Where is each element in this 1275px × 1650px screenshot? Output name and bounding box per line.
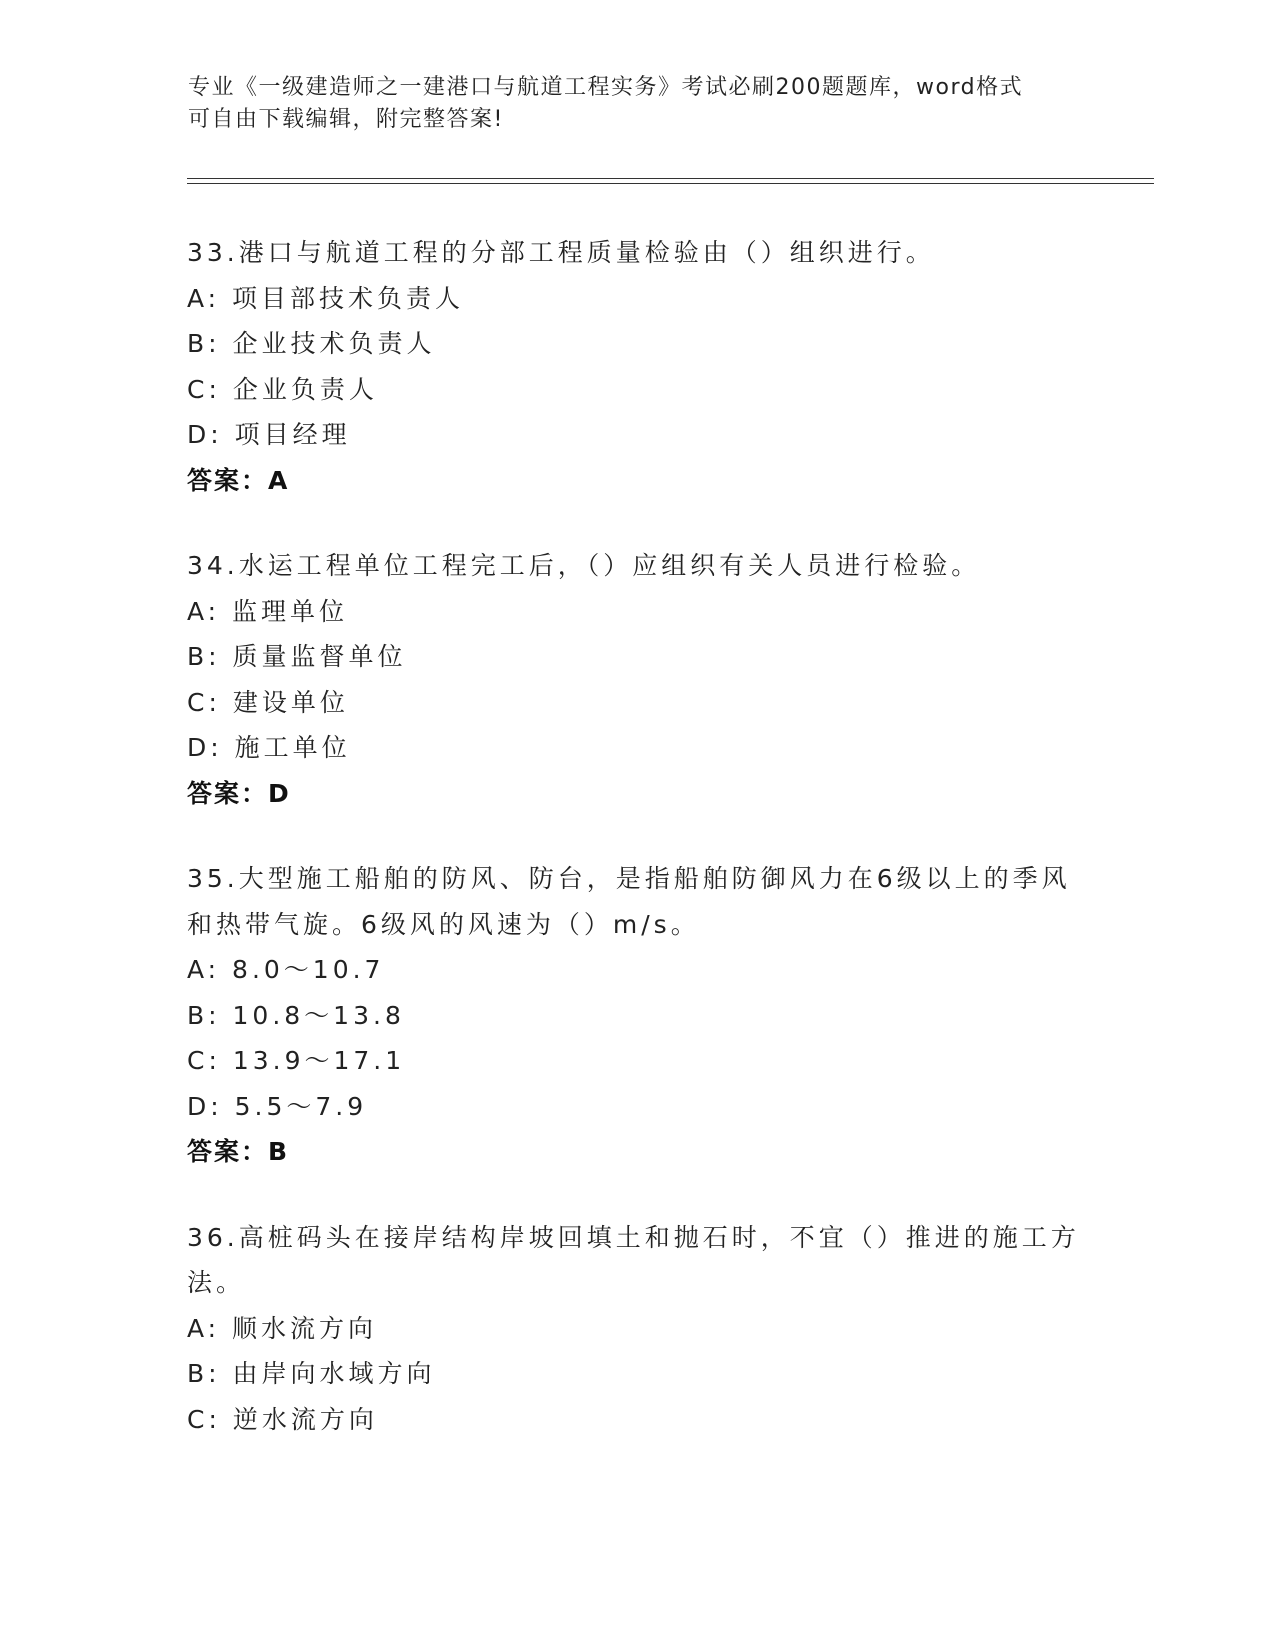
option-b: B: 企业技术负责人 [187,329,436,358]
option-a: A: 顺水流方向 [187,1313,378,1343]
question-list [187,230,1087,1482]
question-text: 33.港口与航道工程的分部工程质量检验由（）组织进行。 [187,238,935,267]
answer-line: 答案：B [187,1137,290,1166]
header-line-1: 专业《一级建造师之一建港口与航道工程实务》考试必刷200题题库，word格式 [188,75,1024,100]
option-b: B: 质量监督单位 [187,642,407,671]
option-c: C: 企业负责人 [187,374,378,404]
option-c: C: 逆水流方向 [187,1404,378,1434]
option-b: B: 由岸向水域方向 [187,1359,436,1388]
option-a: A: 项目部技术负责人 [187,283,465,313]
header-line-2: 可自由下载编辑，附完整答案! [188,107,504,132]
option-d: D: 施工单位 [187,733,351,762]
question-34 [187,543,1087,816]
question-text: 35.大型施工船舶的防风、防台，是指船舶防御风力在6级以上的季风和热带气旋。6级风的风速为（）m/s。 [187,864,1071,939]
question-33 [187,230,1087,503]
header-divider-bottom [187,183,1154,184]
question-35 [187,856,1087,1175]
option-c: C: 建设单位 [187,687,349,717]
option-a: A: 8.0～10.7 [187,955,385,984]
question-text: 36.高桩码头在接岸结构岸坡回填土和抛石时，不宜（）推进的施工方法。 [187,1222,1080,1297]
option-b: B: 10.8～13.8 [187,1000,405,1030]
document-header [188,72,1088,136]
answer-line: 答案：D [187,778,291,808]
option-d: D: 5.5～7.9 [187,1091,368,1121]
question-text: 34.水运工程单位工程完工后，（）应组织有关人员进行检验。 [187,551,981,580]
option-d: D: 项目经理 [187,420,351,449]
question-36 [187,1215,1087,1443]
answer-line: 答案：A [187,465,290,495]
header-divider-top [187,178,1154,179]
option-a: A: 监理单位 [187,596,349,626]
option-c: C: 13.9～17.1 [187,1046,406,1075]
